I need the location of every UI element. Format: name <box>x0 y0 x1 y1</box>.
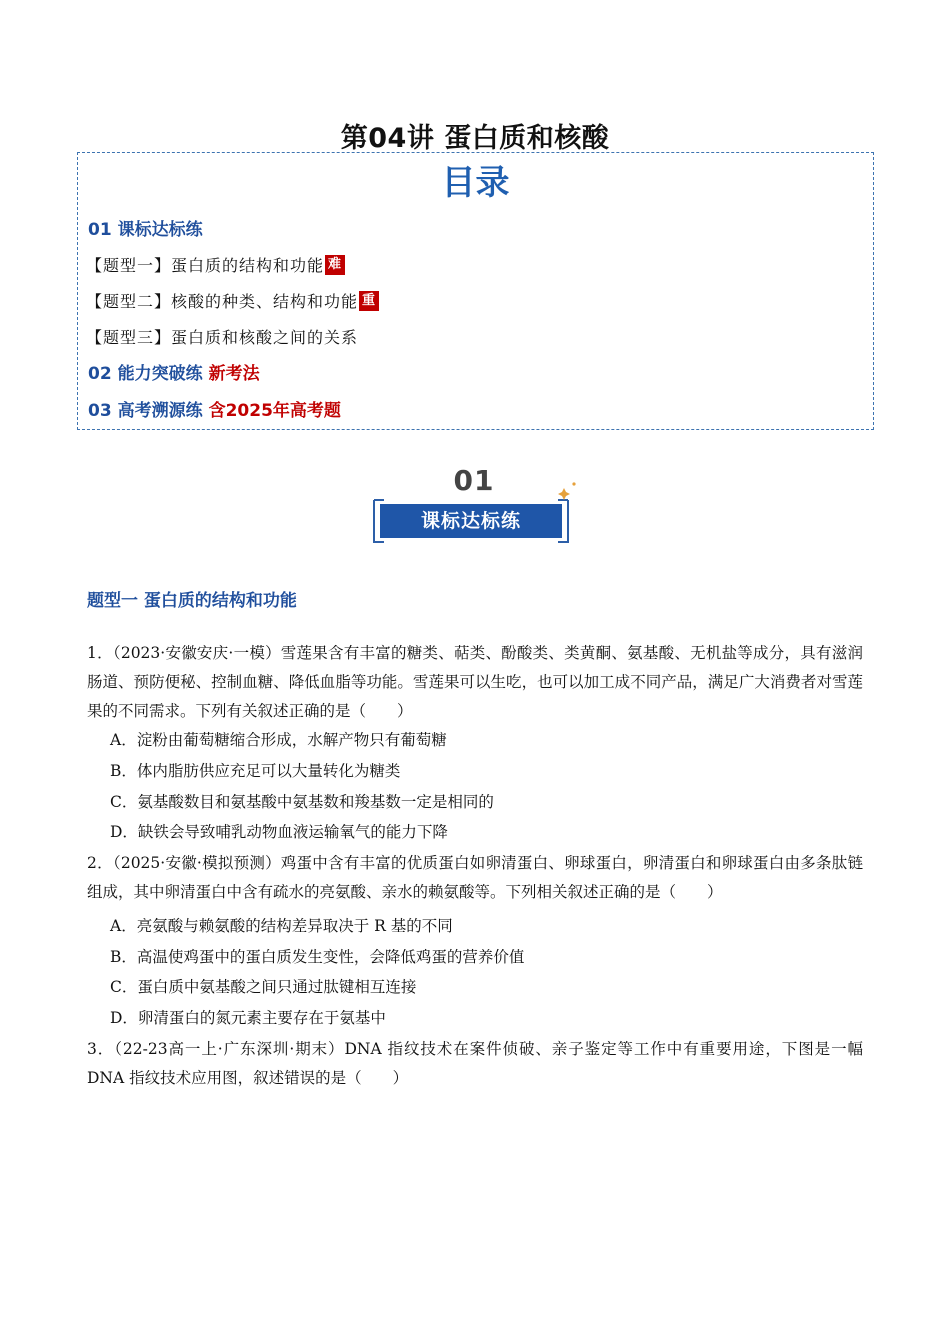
importance-tag: 重 <box>359 291 379 311</box>
toc-section-note: 含2025年高考题 <box>208 401 341 421</box>
question-1-option-a[interactable]: A．淀粉由葡萄糖缩合形成，水解产物只有葡萄糖 <box>110 731 447 749</box>
toc-item-2[interactable] <box>86 289 379 312</box>
toc-item-label: 【题型二】核酸的种类、结构和功能 <box>86 292 359 311</box>
question-1-option-d[interactable]: D．缺铁会导致哺乳动物血液运输氧气的能力下降 <box>110 823 448 841</box>
question-2-option-b[interactable]: B．高温使鸡蛋中的蛋白质发生变性，会降低鸡蛋的营养价值 <box>110 948 525 966</box>
question-2-option-d[interactable]: D．卵清蛋白的氮元素主要存在于氨基中 <box>110 1009 386 1027</box>
section-badge <box>368 464 582 548</box>
section-heading: 题型一 蛋白质的结构和功能 <box>87 591 297 611</box>
question-2-option-c[interactable]: C．蛋白质中氨基酸之间只通过肽键相互连接 <box>110 978 417 996</box>
toc-item-label: 【题型一】蛋白质的结构和功能 <box>86 256 325 275</box>
question-2-stem: 2．（2025·安徽·模拟预测）鸡蛋中含有丰富的优质蛋白如卵清蛋白、卵球蛋白，卵清蛋白和卵球蛋白由多条肽链组成，其中卵清蛋白中含有疏水的亮氨酸、亲水的赖氨酸等。下列相关叙述正确的是（ ） <box>87 854 863 901</box>
question-2-option-a[interactable]: A．亮氨酸与赖氨酸的结构差异取决于 R 基的不同 <box>110 917 453 935</box>
toc-section-3[interactable] <box>88 396 341 421</box>
question-3-stem: 3．（22-23高一上·广东深圳·期末）DNA 指纹技术在案件侦破、亲子鉴定等工作中有重要用途，下图是一幅 DNA 指纹技术应用图，叙述错误的是（ ） <box>87 1040 863 1087</box>
question-1-stem: 1．（2023·安徽安庆·一模）雪莲果含有丰富的糖类、萜类、酚酸类、类黄酮、氨基酸、无机盐等成分，具有滋润肠道、预防便秘、控制血糖、降低血脂等功能。雪莲果可以生吃，也可以加工成不同产品，满足广大消费者对雪莲果的不同需求。下列有关叙述正确的是（ ） <box>87 644 863 720</box>
difficulty-tag: 难 <box>325 255 345 275</box>
page-title: 第04讲 蛋白质和核酸 <box>340 123 610 154</box>
badge-label: 课标达标练 <box>420 510 521 532</box>
question-1-option-c[interactable]: C．氨基酸数目和氨基酸中氨基数和羧基数一定是相同的 <box>110 793 494 811</box>
toc-section-note: 新考法 <box>208 364 260 384</box>
toc-section-label: 03 高考溯源练 <box>88 401 203 421</box>
toc-item-1[interactable] <box>86 253 345 276</box>
toc-heading: 目录 <box>441 163 510 203</box>
question-1-option-b[interactable]: B．体内脂肪供应充足可以大量转化为糖类 <box>110 762 401 780</box>
toc-section-label: 02 能力突破练 <box>88 364 203 384</box>
badge-number: 01 <box>453 464 495 497</box>
toc-item-3[interactable] <box>86 325 358 348</box>
toc-section-2[interactable] <box>88 359 260 384</box>
toc-section-label: 01 课标达标练 <box>88 220 203 240</box>
toc-section-1[interactable] <box>88 215 203 240</box>
toc-item-label: 【题型三】蛋白质和核酸之间的关系 <box>86 328 359 347</box>
table-of-contents <box>77 152 874 430</box>
